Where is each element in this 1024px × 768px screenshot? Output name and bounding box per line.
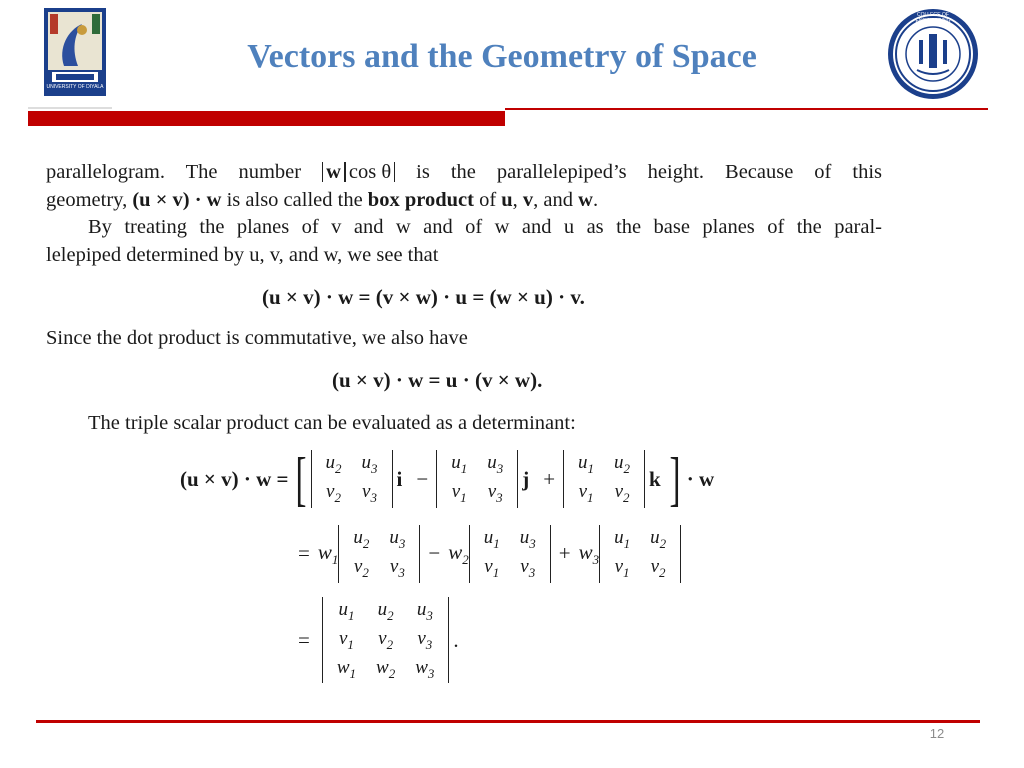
paragraph-3: Since the dot product is commutative, we also have — [46, 327, 468, 349]
determinant-3x3: = $u_1$ $u_2$ $u_3$ $v_1$ $v_2$ $v_3$ $w_1$ $w_2$ $w_3$ . — [298, 597, 459, 683]
matrix-u1-u2: $u_1$ $u_2$ $v_1$ $v_2$ — [563, 450, 645, 508]
header-red-bar — [28, 111, 505, 126]
paragraph-2-line-2: lelepiped determined by u, v, and w, we see that — [46, 244, 439, 266]
header-red-line — [505, 108, 988, 110]
paragraph-2-line-1: By treating the planes of v and w and of w and u as the base planes of the paral- — [88, 216, 882, 238]
paragraph-4: The triple scalar product can be evaluated as a determinant: — [88, 412, 576, 434]
page-number: 12 — [929, 726, 945, 741]
college-logo — [887, 8, 979, 100]
determinant-expansion-line-1: (u × v) · w = [ $u_2$ $u_3$ $v_2$ $v_3$ i − $u_1$ $u_3$ $v_1$ $v_3$ j + $u_1$ $u_2$ $v_1$ $v_2$ k ] · w — [180, 446, 715, 512]
equation-commutative: (u × v) · w = u · (v × w). — [332, 368, 543, 392]
page-title: Vectors and the Geometry of Space — [247, 38, 757, 75]
logo-caption: UNIVERSITY OF DIYALA — [46, 84, 104, 90]
paragraph-1-line-2: geometry, (u × v) · w is also called the box product of u, v, and w. — [46, 189, 599, 211]
header-divider-shadow — [28, 107, 112, 109]
matrix-u2-u3: $u_2$ $u_3$ $v_2$ $v_3$ — [311, 450, 393, 508]
footer-divider — [36, 720, 980, 723]
college-logo-caption: COLLEGE OF ENGINEERING — [915, 12, 951, 24]
paragraph-1-line-1: parallelogram. The number w cos θ is the parallelepiped’s height. Because of this — [46, 161, 883, 183]
equation-box-product-cyclic: (u × v) · w = (v × w) · u = (w × u) · v. — [262, 285, 585, 309]
determinant-expansion-line-2: = $w_1$ $u_2$ $u_3$ $v_2$ $v_3$ − $w_2$ $u_1$ $u_3$ $v_1$ $v_3$ + $w_3$ $u_1$ $u_2$ $v_1$ $v_2$ — [298, 525, 681, 583]
matrix-u1-u3: $u_1$ $u_3$ $v_1$ $v_3$ — [436, 450, 518, 508]
